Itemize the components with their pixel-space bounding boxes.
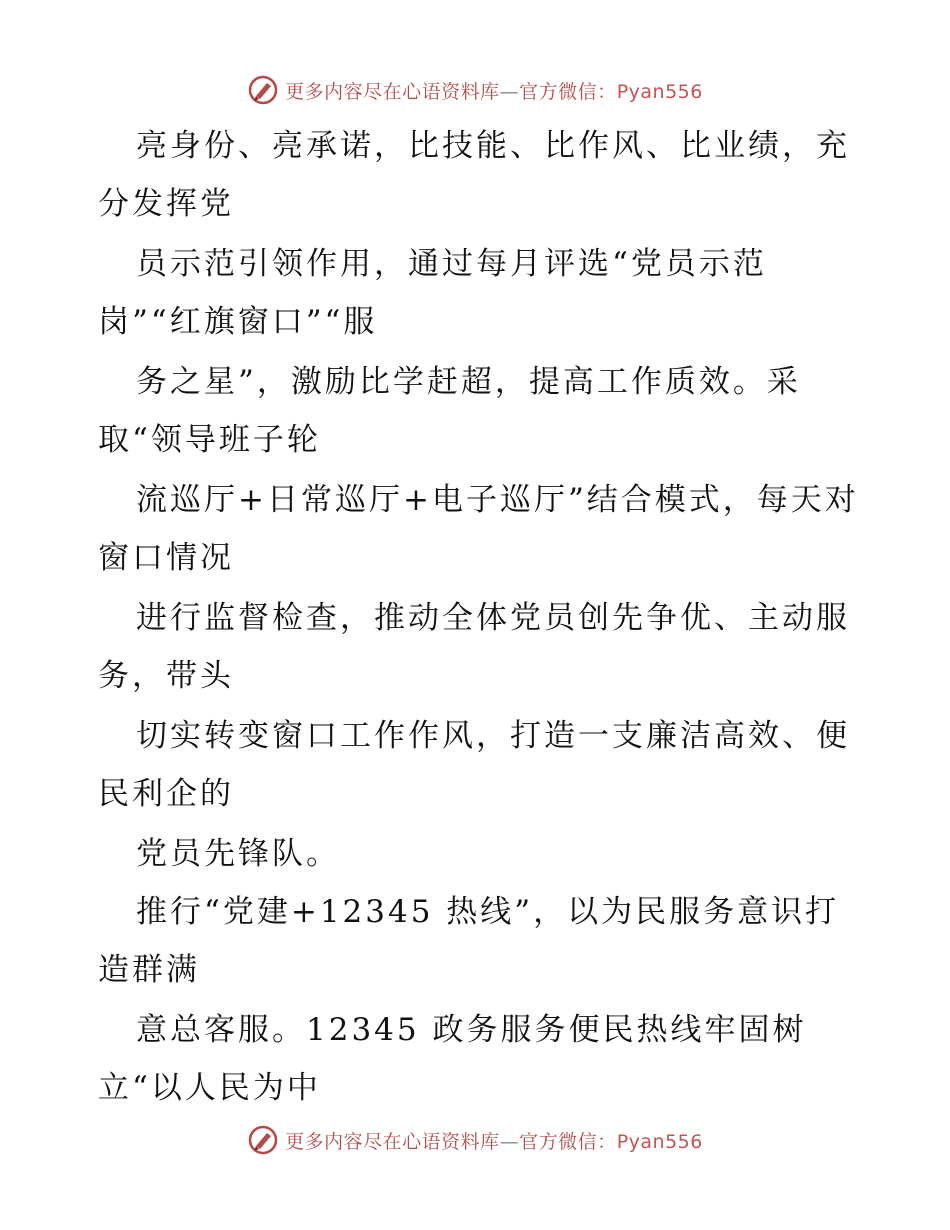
watermark-text: 更多内容尽在心语资料库—官方微信：Pyan556: [285, 80, 703, 103]
pen-seal-icon: [247, 74, 279, 106]
text-line: 窗口情况: [98, 540, 234, 576]
watermark-text: 更多内容尽在心语资料库—官方微信：Pyan556: [285, 1130, 703, 1153]
text-line: 取“领导班子轮: [98, 422, 321, 458]
text-line: 务，带头: [98, 658, 234, 694]
text-line: 意总客服。12345 政务服务便民热线牢固树: [136, 1012, 807, 1048]
text-line: 立“以人民为中: [98, 1070, 321, 1106]
text-line: 进行监督检查，推动全体党员创先争优、主动服: [136, 600, 850, 636]
text-line: 造群满: [98, 952, 200, 988]
text-line: 流巡厅+日常巡厅+电子巡厅”结合模式，每天对: [136, 482, 859, 518]
pen-seal-icon: [247, 1124, 279, 1156]
text-line: 民利企的: [98, 776, 234, 812]
text-line: 切实转变窗口工作作风，打造一支廉洁高效、便: [136, 718, 850, 754]
text-line: 岗”“红旗窗口”“服: [98, 304, 378, 340]
text-line: 员示范引领作用，通过每月评选“党员示范: [136, 246, 767, 282]
header-watermark: [0, 70, 950, 110]
text-line: 党员先锋队。: [136, 836, 340, 872]
text-line: 推行“党建+12345 热线”，以为民服务意识打: [136, 894, 840, 930]
text-line: 分发挥党: [98, 186, 234, 222]
footer-watermark: [0, 1120, 950, 1160]
text-line: 务之星”，激励比学赶超，提高工作质效。采: [136, 364, 801, 400]
text-line: 亮身份、亮承诺，比技能、比作风、比业绩，充: [136, 128, 850, 164]
